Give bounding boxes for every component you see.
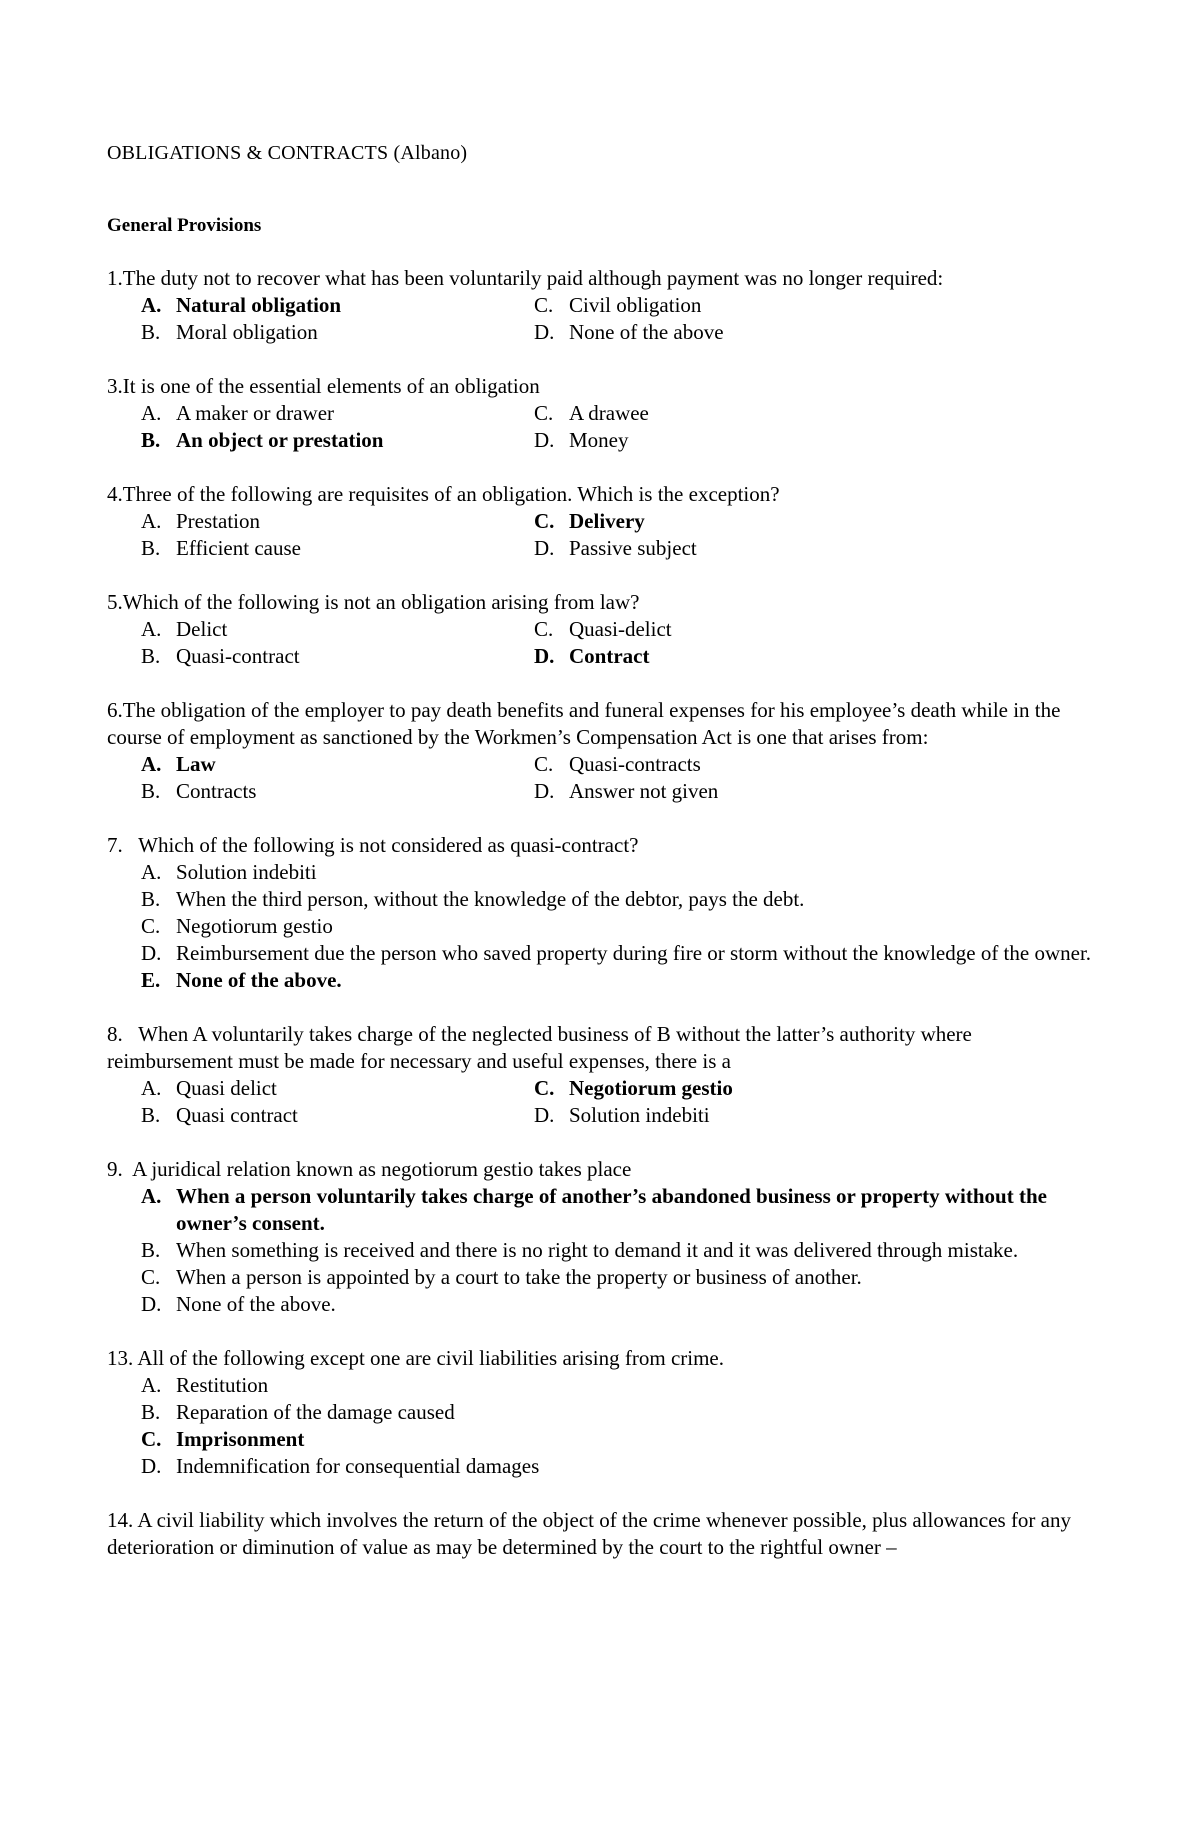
options-grid [107, 616, 1102, 670]
options-grid [107, 1075, 1102, 1129]
question-6 [107, 697, 1102, 805]
section-heading: General Provisions [107, 215, 262, 236]
question-stem: 3.It is one of the essential elements of an obligation [107, 374, 540, 398]
option-c: C. Negotiorum gestio [534, 1076, 733, 1100]
option-b: B. Reparation of the damage caused [141, 1400, 455, 1424]
option-a: A. Prestation [141, 509, 260, 533]
option-d: D. None of the above. [141, 1292, 336, 1316]
question-13 [107, 1345, 1102, 1480]
option-b: B. An object or prestation [141, 428, 384, 452]
option-a: A. Restitution [141, 1373, 269, 1397]
options-list [107, 1372, 1102, 1480]
question-8 [107, 1021, 1102, 1129]
question-stem: 6.The obligation of the employer to pay death benefits and funeral expenses for his employee’s death while in the course of employment as sanctioned by the Workmen’s Compensation Act is one that arises from: [107, 698, 1061, 749]
question-7 [107, 832, 1102, 994]
options-list [107, 1183, 1102, 1318]
question-5 [107, 589, 1102, 670]
option-a: A. A maker or drawer [141, 401, 335, 425]
option-a: A. Solution indebiti [141, 860, 317, 884]
option-a: A. When a person voluntarily takes charge of another’s abandoned business or property without the owner’s consent. [141, 1184, 1047, 1235]
option-a: A. Delict [141, 617, 228, 641]
question-stem: 13. All of the following except one are civil liabilities arising from crime. [107, 1346, 724, 1370]
question-3 [107, 373, 1102, 454]
option-c: C. Civil obligation [534, 293, 702, 317]
options-list [107, 859, 1102, 994]
question-stem: 7. Which of the following is not considered as quasi-contract? [107, 833, 639, 857]
question-stem: 4.Three of the following are requisites of an obligation. Which is the exception? [107, 482, 780, 506]
question-stem: 8. When A voluntarily takes charge of the neglected business of B without the latter’s authority where reimbursement must be made for necessary and useful expenses, there is a [107, 1022, 978, 1073]
option-b: B. When something is received and there is no right to demand it and it was delivered through mistake. [141, 1238, 1019, 1262]
option-c: C. When a person is appointed by a court to take the property or business of another. [141, 1265, 862, 1289]
option-a: A. Law [141, 752, 216, 776]
options-grid [107, 508, 1102, 562]
option-d: D. Money [534, 428, 629, 452]
question-4 [107, 481, 1102, 562]
option-b: B. When the third person, without the knowledge of the debtor, pays the debt. [141, 887, 805, 911]
options-grid [107, 292, 1102, 346]
option-d: D. Indemnification for consequential damages [141, 1454, 540, 1478]
option-c: C. Delivery [534, 509, 645, 533]
option-d: D. Contract [534, 644, 650, 668]
options-grid [107, 751, 1102, 805]
question-9 [107, 1156, 1102, 1318]
option-c: C. Quasi-contracts [534, 752, 701, 776]
question-stem: 1.The duty not to recover what has been voluntarily paid although payment was no longer required: [107, 266, 944, 290]
question-1 [107, 265, 1102, 346]
option-b: B. Contracts [141, 779, 257, 803]
document-title: OBLIGATIONS & CONTRACTS (Albano) [107, 142, 468, 164]
question-stem: 9. A juridical relation known as negotiorum gestio takes place [107, 1157, 632, 1181]
option-d: D. Solution indebiti [534, 1103, 710, 1127]
question-14 [107, 1507, 1102, 1561]
option-d: D. None of the above [534, 320, 724, 344]
option-e: E. None of the above. [141, 968, 342, 992]
option-b: B. Moral obligation [141, 320, 318, 344]
option-c: C. A drawee [534, 401, 649, 425]
option-c: C. Imprisonment [141, 1427, 305, 1451]
option-a: A. Natural obligation [141, 293, 342, 317]
question-stem: 5.Which of the following is not an obligation arising from law? [107, 590, 640, 614]
options-grid [107, 400, 1102, 454]
option-d: D. Answer not given [534, 779, 719, 803]
option-d: D. Reimbursement due the person who saved property during fire or storm without the knowledge of the owner. [141, 941, 1092, 965]
option-c: C. Quasi-delict [534, 617, 672, 641]
option-d: D. Passive subject [534, 536, 697, 560]
option-c: C. Negotiorum gestio [141, 914, 333, 938]
option-b: B. Quasi contract [141, 1103, 298, 1127]
option-b: B. Quasi-contract [141, 644, 300, 668]
option-b: B. Efficient cause [141, 536, 301, 560]
document-page [107, 140, 1102, 1561]
question-stem: 14. A civil liability which involves the return of the object of the crime whenever possible, plus allowances for any deterioration or diminution of value as may be determined by the court to the rightful owner – [107, 1508, 1072, 1559]
option-a: A. Quasi delict [141, 1076, 277, 1100]
